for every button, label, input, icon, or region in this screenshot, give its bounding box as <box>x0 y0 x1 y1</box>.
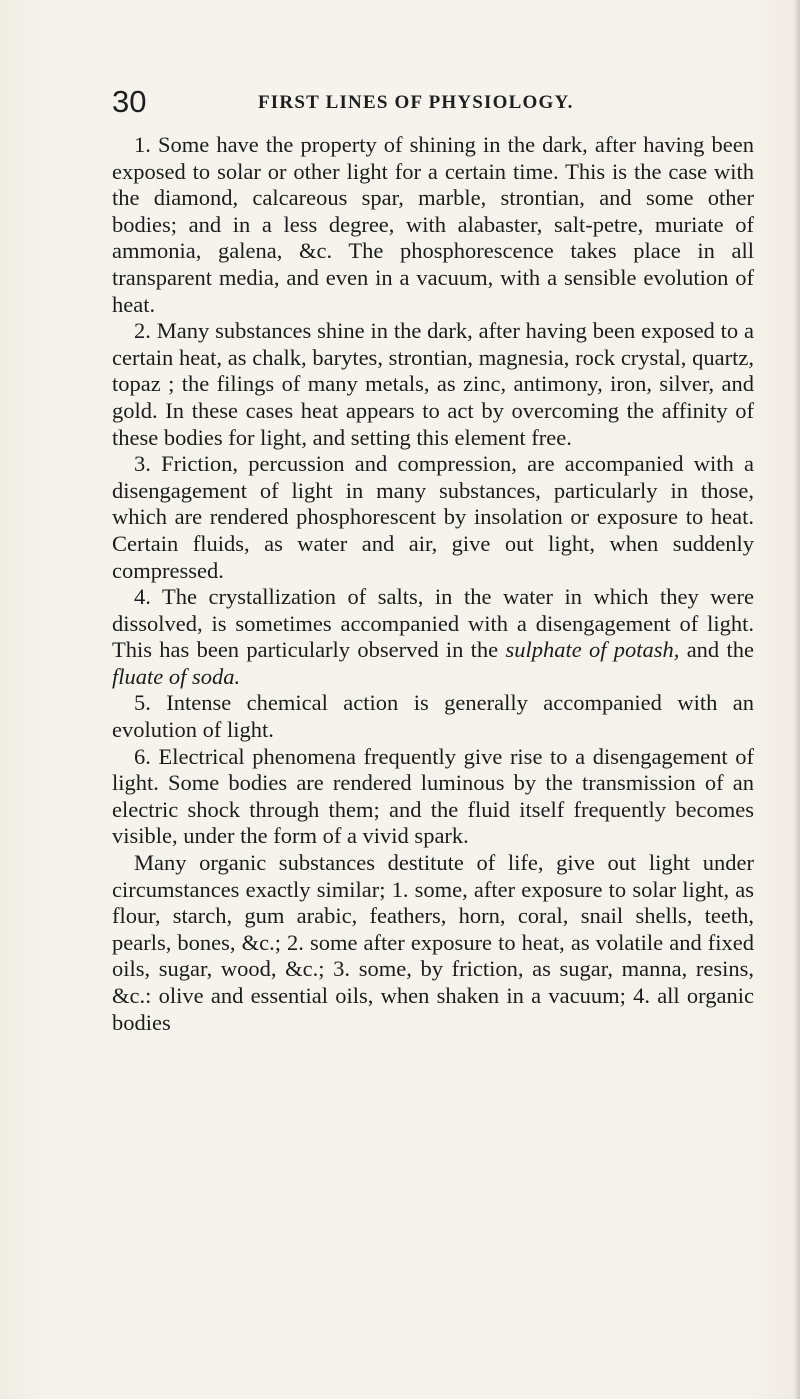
paragraph-4-text-mid: and the <box>679 637 754 663</box>
paragraph-4 <box>112 584 754 690</box>
paragraph-1: 1. Some have the property of shining in the dark, after having been exposed to solar or other light for a certain time. This is the case with the diamond, calcareous spar, marble, strontian, and some other bodies; and in a less degree, with alabaster, salt-petre, muriate of ammonia, galena, &c. The phosphorescence takes place in all transparent media, and even in a vacuum, with a sensible evolution of heat. <box>112 132 754 317</box>
page-header <box>112 84 752 124</box>
paragraph-7: Many organic substances destitute of life, give out light under circumstances exactly similar; 1. some, after exposure to solar light, as flour, starch, gum arabic, feathers, horn, coral, snail shells, teeth, pearls, bones, &c.; 2. some after exposure to heat, as volatile and fixed oils, sugar, wood, &c.; 3. some, by friction, as sugar, manna, resins, &c.: olive and essential oils, when shaken in a vacuum; 4. all organic bodies <box>112 850 754 1035</box>
body-text <box>112 132 754 1036</box>
page-edge-shadow <box>794 0 800 1399</box>
running-title: FIRST LINES OF PHYSIOLOGY. <box>258 92 574 113</box>
paragraph-3: 3. Friction, percussion and compression, are accompanied with a disengagement of light in many substances, particularly in those, which are rendered phosphorescent by insolation or exposure to heat. Certain fluids, as water and air, give out light, when suddenly compressed. <box>112 451 754 583</box>
paragraph-2: 2. Many substances shine in the dark, after having been exposed to a certain heat, as chalk, barytes, strontian, magnesia, rock crystal, quartz, topaz ; the filings of many metals, as zinc, antimony, iron, silver, and gold. In these cases heat appears to act by overcoming the affinity of these bodies for light, and setting this element free. <box>112 318 754 450</box>
paragraph-4-italic-fluate: fluate of soda. <box>112 663 241 689</box>
paragraph-6: 6. Electrical phenomena frequently give rise to a disengagement of light. Some bodies are rendered luminous by the transmission of an electric shock through them; and the fluid itself frequently becomes visible, under the form of a vivid spark. <box>112 743 754 849</box>
page-number: 30 <box>112 84 147 119</box>
paragraph-5: 5. Intense chemical action is generally accompanied with an evolution of light. <box>112 690 754 743</box>
paragraph-4-text-start: 4. The crystallization of salts, in the water in which they were dissolved, is sometimes accompanied with a disengagement of light. This has been particularly observed in the <box>112 584 754 663</box>
paragraph-4-italic-sulphate: sulphate of potash, <box>505 637 680 663</box>
